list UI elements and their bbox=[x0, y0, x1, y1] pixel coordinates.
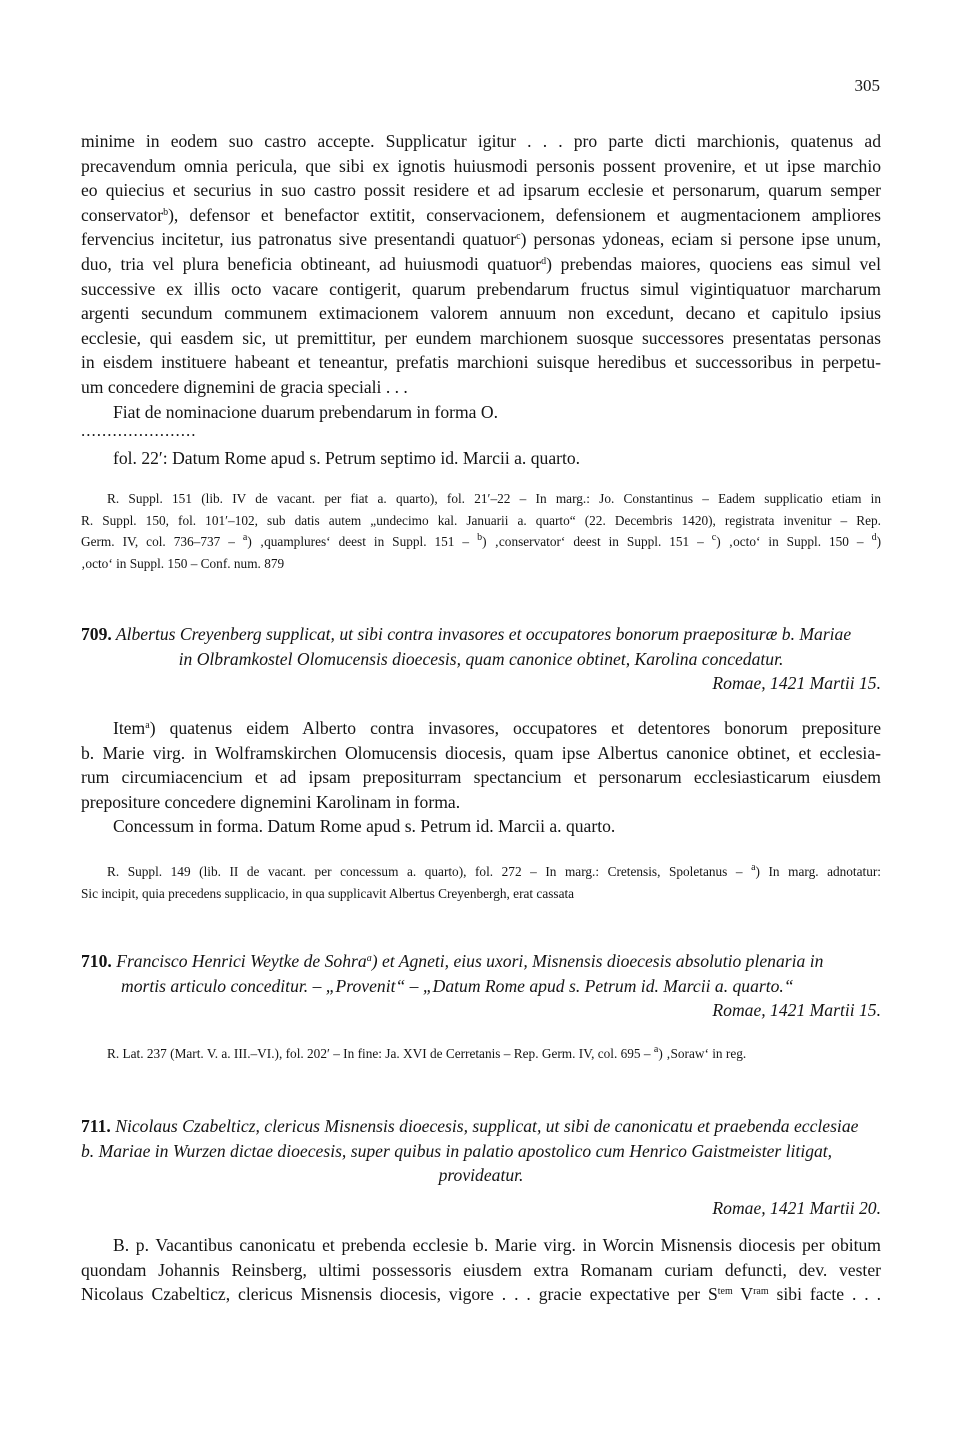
entry-711-heading bbox=[81, 1114, 881, 1220]
entry-711-body bbox=[81, 1233, 881, 1307]
text-line: duo, tria vel plura beneficia obtineant, ad huiusmodi quatuor$^d$) prebendas maiores, quociens eas simul vel bbox=[81, 253, 882, 274]
footnote-marker: a bbox=[366, 953, 372, 964]
text-line: b. Marie virg. in Wolframskirchen Olomucensis diocesis, quam ipse Albertus canonice obtinet, et ecclesia- bbox=[81, 742, 881, 763]
text-line: argenti secundum communem extimacionem valorem annuum non excedunt, decano et capitulo ipsius bbox=[81, 303, 881, 324]
footnote-line: Germ. IV, col. 736–737 – $^a$) ‚quamplures‘ deest in Suppl. 151 – $^b$) ‚conservator‘ deest in Suppl. 151 – $^c$) ‚octo‘ in Suppl. 150 – $^d$) bbox=[81, 532, 881, 549]
footnotes-708 bbox=[81, 488, 881, 574]
entry-710-heading bbox=[81, 949, 881, 1023]
superscript: ram bbox=[753, 1286, 769, 1298]
footnote-marker: d bbox=[541, 255, 547, 267]
text-line: in eisdem instituere habeant et teneantur, prefatis marchioni suisque heredibus et successoribus in perpetu- bbox=[81, 352, 881, 373]
text-line: successive ex illis octo vacare contigerit, quarum prebendarum fructus simul vigintiquatuor marcharum bbox=[81, 278, 881, 299]
footnote-marker: b bbox=[477, 532, 483, 543]
text-line: Nicolaus Czabelticz, clericus Misnensis diocesis, vigore . . . gracie expectative per $S^{tem}$ $V^{ram}$ sibi facte . . . bbox=[81, 1284, 882, 1305]
ellipsis-separator: ...................... bbox=[81, 421, 197, 440]
fiat-line: Fiat de nominacione duarum prebendarum in forma O. bbox=[113, 401, 498, 422]
footnote-line: R. Suppl. 151 (lib. IV de vacant. per fiat a. quarto), fol. 21′–22 – In marg.: Jo. Constantinus – Eadem supplicatio etiam in bbox=[107, 491, 881, 506]
text-line: quondam Johannis Reinsberg, ultimi possessoris eiusdem extra Romanam curiam defuncti, dev. vester bbox=[81, 1259, 881, 1280]
continued-text bbox=[81, 129, 881, 424]
footnote-line: R. Suppl. 149 (lib. II de vacant. per concessum a. quarto), fol. 272 – In marg.: Cretensis, Spoletanus – $^a$) In marg. adnotatur: bbox=[107, 862, 881, 879]
heading-line: 711. Nicolaus Czabelticz, clericus Misnensis dioecesis, supplicat, ut sibi de canonicatu et praebenda ecclesiae bbox=[81, 1116, 859, 1136]
text-line: conservator$^b$), defensor et benefactor extitit, conservacionem, defensionem et augmentacionem ampliores bbox=[81, 204, 881, 225]
entry-date: Romae, 1421 Martii 15. bbox=[712, 673, 881, 694]
text-line: minime in eodem suo castro accepte. Supplicatur igitur . . . pro parte dicti marchionis, quatenus ad bbox=[81, 131, 881, 151]
entry-number: 709. bbox=[81, 624, 112, 644]
footnote-marker: b bbox=[163, 206, 169, 218]
heading-line: 709. Albertus Creyenberg supplicat, ut sibi contra invasores et occupatores bonorum praeposituræ b. Mariae bbox=[81, 624, 852, 644]
heading-line: in Olbramkostel Olomucensis dioecesis, quam canonice obtinet, Karolina concedatur. bbox=[178, 648, 784, 669]
footnotes-710 bbox=[81, 1043, 881, 1065]
footnote-marker: d bbox=[871, 532, 877, 543]
text-line: Concessum in forma. Datum Rome apud s. Petrum id. Marcii a. quarto. bbox=[113, 816, 616, 837]
text-line: B. p. Vacantibus canonicatu et prebenda ecclesie b. Marie virg. in Worcin Misnensis diocesis per obitum bbox=[113, 1235, 881, 1255]
entry-709-body bbox=[81, 716, 881, 839]
text-line: rum circumiacencium et ad ipsam prepositurram spectancium et personarum ecclesiasticarum eiusdem bbox=[81, 767, 881, 788]
footnote-line: R. Suppl. 150, fol. 101′–102, sub datis autem „undecimo kal. Januarii a. quarto“ (22. Decembris 1420), registrata invenitur – Rep. bbox=[81, 512, 881, 528]
text-line: ecclesie, qui easdem sic, ut premittitur, per eundem marchionem suosque successores presentatas personas bbox=[81, 327, 881, 348]
footnote-line: ‚octo‘ in Suppl. 150 – Conf. num. 879 bbox=[81, 555, 285, 571]
text-line: um concedere dignemini de gracia speciali . . . bbox=[81, 376, 408, 397]
entry-number: 710. bbox=[81, 951, 112, 971]
heading-line: provideatur. bbox=[438, 1165, 524, 1186]
entry-number: 711. bbox=[81, 1116, 111, 1136]
footnotes-709 bbox=[81, 861, 881, 904]
heading-line: 710. Francisco Henrici Weytke de Sohra$^a$) et Agneti, eius uxori, Misnensis dioecesis absolutio plenaria in bbox=[81, 951, 824, 971]
heading-line: b. Mariae in Wurzen dictae dioecesis, super quibus in palatio apostolico cum Henrico Gaistmeister litigat, bbox=[81, 1140, 833, 1161]
dating-line bbox=[81, 446, 881, 471]
entry-709-heading bbox=[81, 622, 881, 696]
footnote-marker: a bbox=[242, 532, 248, 543]
text-line: fervencius incitetur, ius patronatus sive presentandi quatuor$^c$) personas ydoneas, eciam si persone ipse unum, bbox=[81, 229, 881, 250]
entry-date: Romae, 1421 Martii 20. bbox=[712, 1197, 881, 1218]
superscript: tem bbox=[717, 1286, 733, 1298]
footnote-marker: a bbox=[653, 1044, 659, 1055]
heading-line: mortis articulo conceditur. – „Provenit“ – „Datum Rome apud s. Petrum id. Marcii a. quarto.“ bbox=[121, 975, 794, 996]
entry-date: Romae, 1421 Martii 15. bbox=[712, 1000, 881, 1021]
footnote-marker: c bbox=[516, 231, 521, 243]
footnote-line: Sic incipit, quia precedens supplicacio, in qua supplicavit Albertus Creyenbergh, erat cassata bbox=[81, 885, 575, 901]
footnote-marker: c bbox=[711, 532, 717, 543]
footnote-marker: a bbox=[145, 720, 150, 731]
text-line: Item$^a$) quatenus eidem Alberto contra invasores, occupatores et detentores bonorum prepositure bbox=[113, 718, 881, 738]
text-line: eo quiecius et securius in suo castro possit residere et ad ipsarum ecclesie et personarum, quarum semper bbox=[81, 180, 881, 201]
text-line: precavendum omnia pericula, que sibi ex ignotis huiusmodi personis possent provenire, et ut ipse marchio bbox=[81, 155, 881, 176]
text-line: fol. 22′: Datum Rome apud s. Petrum septimo id. Marcii a. quarto. bbox=[113, 448, 581, 468]
footnote-marker: a bbox=[751, 862, 756, 873]
text-line: prepositure concedere dignemini Karolinam in forma. bbox=[81, 791, 461, 812]
footnote-line: R. Lat. 237 (Mart. V. a. III.–VI.), fol. 202′ – In fine: Ja. XVI de Cerretanis – Rep. Germ. IV, col. 695 – $^a$) ‚Soraw‘ in reg. bbox=[107, 1044, 747, 1061]
page-number: 305 bbox=[854, 76, 880, 95]
